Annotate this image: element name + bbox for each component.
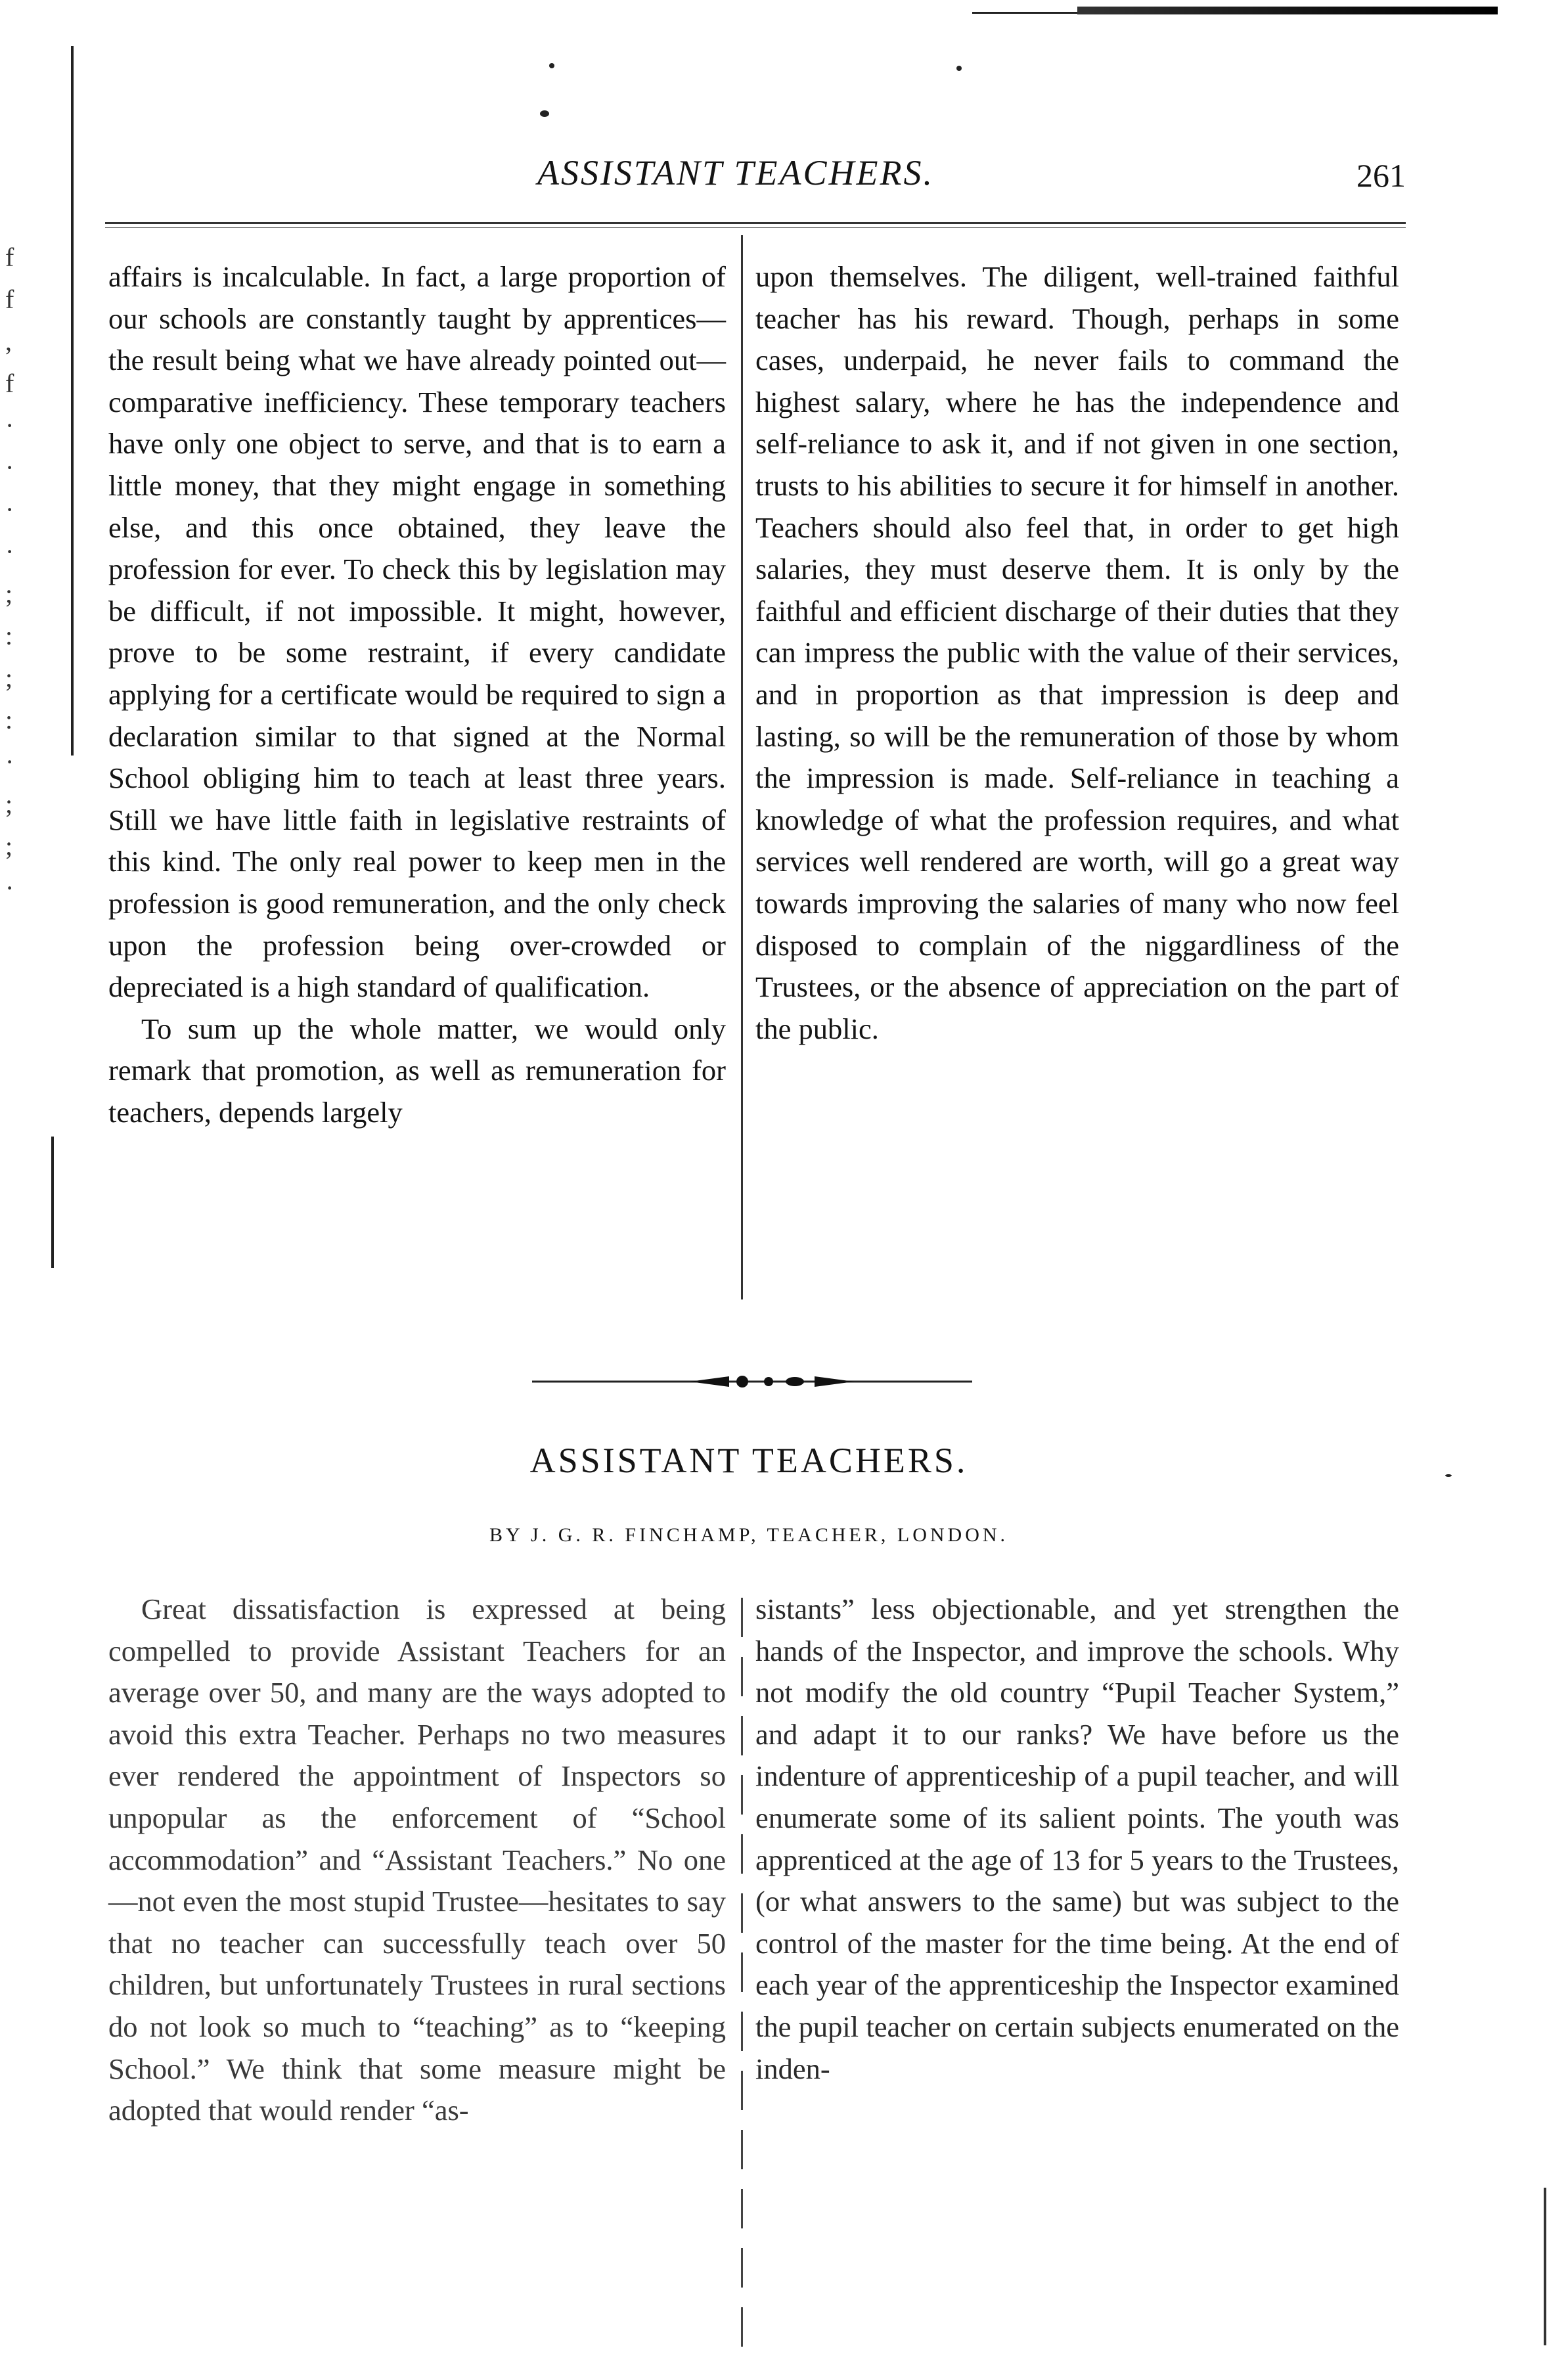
article-left-column bbox=[108, 1589, 726, 2132]
paragraph: upon themselves. The diligent, well-trained faithful teacher has his reward. Though, perhaps in some cases, underpaid, he never fails to command the highest salary, where he has the independence and self-reliance to ask it, and if not given in one section, trusts to his abilities to secure it for himself in another. Teachers should also feel that, in order to get high salaries, they must deserve them. It is only by the faithful and efficient discharge of their duties that they can impress the public with the value of their services, and in proportion as that impression is deep and lasting, so will be the remuneration of those by whom the impression is made. Self-reliance in teaching a knowledge of what the profession requires, and what services well rendered are worth, will go a great way towards improving the salaries of many who now feel disposed to complain of the niggardliness of the Trustees, or the absence of appreciation on the part of the public. bbox=[755, 260, 1399, 1045]
scan-edge-bar bbox=[1077, 7, 1498, 14]
scan-edge-rule bbox=[972, 12, 1077, 14]
article-title: ASSISTANT TEACHERS. bbox=[529, 1441, 968, 1480]
page-edge-line bbox=[1544, 2188, 1546, 2345]
paragraph: Great dissatisfaction is expressed at being compelled to provide Assistant Teachers for an average over 50, and many are the ways adopted to avoid this extra Teacher. Perhaps no two measures ever rendered the appointment of Inspectors so unpopular as the enforcement of “School accommodation” and “Assistant Teachers.” No one—not even the most stupid Trustee—hesitates to say that no teacher can successfully teach over 50 children, but unfortunately Trustees in rural sections do not look so much to “teaching” as to “keeping School.” We think that some measure might be adopted that would render “as- bbox=[108, 1592, 726, 2127]
running-head-title: ASSISTANT TEACHERS. bbox=[537, 153, 935, 192]
prev-article-left-column bbox=[108, 256, 726, 1133]
paragraph: To sum up the whole matter, we would only remark that promotion, as well as remuneration for teachers, depends largely bbox=[108, 1012, 726, 1129]
article-right-column bbox=[755, 1589, 1399, 2090]
gutter-shadow-line bbox=[71, 46, 74, 756]
header-rule-thin bbox=[105, 227, 1406, 228]
prev-article-right-column bbox=[755, 256, 1399, 1050]
section-ornament bbox=[532, 1372, 972, 1391]
header-rule bbox=[105, 222, 1406, 224]
bleed-through-marks: f f , f · · · · ; : ; : · ; ; · bbox=[5, 242, 14, 903]
gutter-shadow-line-lower bbox=[51, 1137, 54, 1268]
column-divider bbox=[741, 1598, 743, 2353]
page-number: 261 bbox=[1356, 157, 1406, 194]
column-divider bbox=[741, 235, 743, 1299]
paragraph: sistants” less objectionable, and yet strengthen the hands of the Inspector, and improve the schools. Why not modify the old country “Pupil Teacher System,” and adapt it to our ranks? We have before us the indenture of apprenticeship of a pupil teacher, and will enumerate some of its salient points. The youth was apprenticed at the age of 13 for 5 years to the Trustees, (or what answers to the same) but was subject to the control of the master for the time being. At the end of each year of the apprenticeship the Inspector examined the pupil teacher on certain subjects enumerated on the inden- bbox=[755, 1592, 1399, 2085]
paragraph: affairs is incalculable. In fact, a large proportion of our schools are constantly taught by apprentices—the result being what we have already pointed out—comparative inefficiency. These temporary teachers have only one object to serve, and that is to earn a little money, that they might engage in something else, and this once obtained, they leave the profession for ever. To check this by legislation may be difficult, if not impossible. It might, however, prove to be some restraint, if every candidate applying for a certificate would be required to sign a declaration similar to that signed at the Normal School obliging him to teach at least three years. Still we have little faith in legislative restraints of this kind. The only real power to keep men in the profession is good remuneration, and the only check upon the profession being over-crowded or depreciated is a high standard of qualification. bbox=[108, 260, 726, 1004]
article-byline: BY J. G. R. FINCHAMP, TEACHER, LONDON. bbox=[489, 1524, 1009, 1546]
